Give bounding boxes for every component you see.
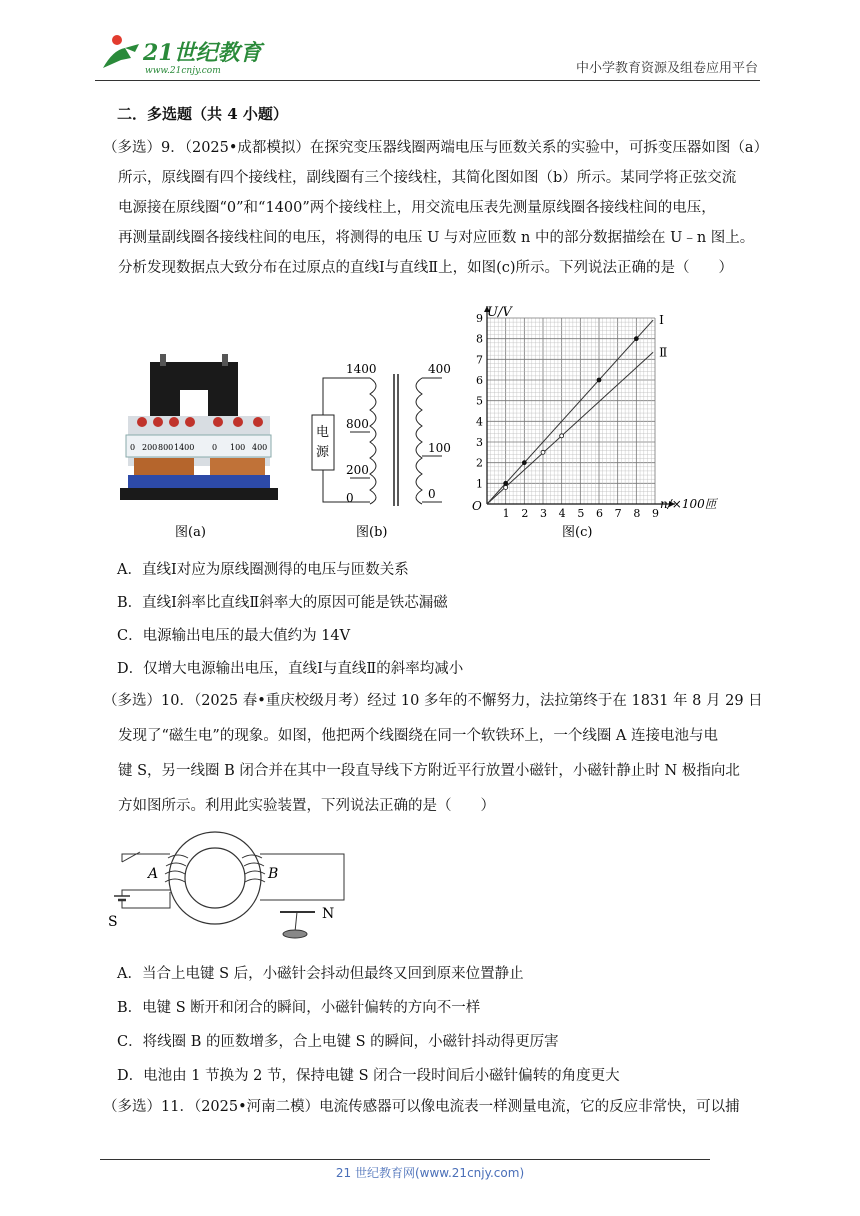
left-label: 0 bbox=[346, 491, 354, 505]
fig-a-caption: 图(a) bbox=[175, 525, 206, 540]
question-10 bbox=[103, 686, 763, 821]
coil-b-label: B bbox=[268, 866, 279, 882]
fig-a-label: 0 bbox=[130, 443, 136, 452]
question-line: 电源接在原线圈“0”和“1400”两个接线柱上，用交流电压表先测量原线圈各接线柱间的电压， bbox=[118, 200, 716, 216]
y-axis-label: U/V bbox=[487, 305, 512, 320]
y-tick-label: 7 bbox=[476, 353, 483, 367]
x-tick-label: 3 bbox=[540, 507, 547, 520]
option-c[interactable]: C．电源输出电压的最大值约为 14V bbox=[117, 628, 351, 644]
header-platform-text: 中小学教育资源及组卷应用平台 bbox=[575, 61, 758, 76]
option-a[interactable]: A．当合上电键 S 后，小磁针会抖动但最终又回到原来位置静止 bbox=[117, 966, 524, 982]
source-label-2: 源 bbox=[316, 445, 330, 460]
fig-a-label: 800 bbox=[158, 443, 174, 452]
logo-url: www.21cnjy.com bbox=[145, 66, 221, 76]
left-label: 200 bbox=[346, 463, 369, 477]
fig-a-label: 200 bbox=[142, 443, 158, 452]
x-tick-label: 4 bbox=[558, 507, 566, 520]
question-line: 发现了“磁生电”的现象。如图，他把两个线圈绕在同一个软铁环上，一个线圈 A 连接电池与电 bbox=[118, 728, 719, 744]
footer-rule bbox=[100, 1159, 710, 1160]
option-b[interactable]: B．直线Ⅰ斜率比直线Ⅱ斜率大的原因可能是铁芯漏磁 bbox=[117, 595, 448, 611]
question-line: （多选）10．（2025 春•重庆校级月考）经过 10 多年的不懈努力，法拉第终于在 1831 年 8 月 29 日 bbox=[103, 693, 763, 709]
option-b[interactable]: B．电键 S 断开和闭合的瞬间，小磁针偏转的方向不一样 bbox=[117, 1000, 481, 1016]
x-tick-label: 8 bbox=[633, 507, 641, 520]
right-label: 400 bbox=[428, 362, 451, 376]
left-label: 1400 bbox=[346, 362, 377, 376]
y-tick-label: 9 bbox=[476, 312, 483, 325]
x-tick-label: 6 bbox=[596, 507, 603, 520]
x-axis-label: n/×100匝 bbox=[660, 497, 717, 511]
question-line: （多选）11．（2025•河南二模）电流传感器可以像电流表一样测量电流，它的反应非常快，可以捕 bbox=[103, 1099, 740, 1115]
question-line: 分析发现数据点大致分布在过原点的直线Ⅰ与直线Ⅱ上，如图(c)所示。下列说法正确的是（ ） bbox=[118, 260, 734, 276]
x-tick-label: 5 bbox=[577, 507, 585, 520]
logo bbox=[95, 28, 265, 78]
y-tick-label: 4 bbox=[476, 415, 483, 429]
switch-s-label: S bbox=[108, 914, 118, 930]
data-point bbox=[560, 434, 564, 438]
question-line: 所示，原线圈有四个接线柱，副线圈有三个接线柱，其简化图如图（b）所示。某同学将正弦交流 bbox=[118, 170, 737, 186]
fig-a-label: 400 bbox=[252, 443, 268, 452]
question-line: 键 S，另一线圈 B 闭合并在其中一段直导线下方附近平行放置小磁针，小磁针静止时 N 极指向北 bbox=[118, 763, 740, 779]
chart-axes bbox=[484, 306, 675, 507]
x-tick-label: 9 bbox=[652, 507, 659, 520]
y-tick-label: 1 bbox=[476, 477, 483, 491]
fig-c-caption: 图(c) bbox=[562, 525, 593, 540]
question-line: 方如图所示。利用此实验装置，下列说法正确的是（ ） bbox=[118, 798, 495, 814]
y-tick-label: 5 bbox=[476, 394, 483, 408]
fig-b-caption: 图(b) bbox=[356, 525, 388, 540]
series-label: Ⅰ bbox=[659, 313, 664, 328]
figure-faraday-ring bbox=[100, 830, 360, 945]
left-label: 800 bbox=[346, 417, 369, 431]
page-header bbox=[95, 28, 760, 81]
option-d[interactable]: D．电池由 1 节换为 2 节，保持电键 S 闭合一段时间后小磁针偏转的角度更大 bbox=[117, 1068, 620, 1084]
y-tick-label: 8 bbox=[476, 332, 483, 346]
x-tick-label: 7 bbox=[614, 507, 622, 520]
y-tick-label: 6 bbox=[476, 374, 483, 387]
series-line-2 bbox=[487, 352, 653, 504]
right-label: 100 bbox=[428, 441, 451, 455]
series-label: Ⅱ bbox=[659, 345, 668, 360]
data-point bbox=[522, 461, 526, 465]
option-a[interactable]: A．直线Ⅰ对应为原线圈测得的电压与匝数关系 bbox=[117, 562, 409, 578]
y-tick-label: 3 bbox=[476, 436, 483, 449]
x-tick-label: 2 bbox=[521, 507, 529, 520]
section-title: 二．多选题（共 4 小题） bbox=[117, 105, 288, 123]
data-point bbox=[597, 378, 601, 382]
right-label: 0 bbox=[428, 487, 436, 501]
footer-text: 21 世纪教育网(www.21cnjy.com) bbox=[335, 1166, 525, 1180]
question-line: 再测量副线圈各接线柱间的电压，将测得的电压 U 与对应匝数 n 中的部分数据描绘在 U﹣n 图上。 bbox=[118, 230, 755, 246]
data-point bbox=[634, 337, 638, 341]
fig-a-label: 0 bbox=[212, 443, 218, 452]
x-tick-label: 1 bbox=[502, 507, 510, 520]
origin-label: O bbox=[472, 499, 482, 513]
needle-n-label: N bbox=[322, 906, 335, 922]
series-line-1 bbox=[487, 320, 653, 504]
coil-a-label: A bbox=[148, 866, 159, 882]
figure-c-chart bbox=[462, 300, 737, 544]
option-c[interactable]: C．将线圈 B 的匝数增多，合上电键 S 的瞬间，小磁针抖动得更厉害 bbox=[117, 1034, 559, 1050]
data-point bbox=[504, 481, 508, 485]
figure-b-schematic bbox=[310, 360, 460, 540]
source-label-1: 电 bbox=[316, 425, 330, 440]
figure-a-transformer bbox=[120, 350, 280, 540]
question-9 bbox=[103, 133, 768, 283]
fig-a-label: 1400 bbox=[174, 443, 195, 452]
data-point bbox=[541, 450, 545, 454]
y-tick-label: 2 bbox=[476, 456, 483, 470]
option-d[interactable]: D．仅增大电源输出电压，直线Ⅰ与直线Ⅱ的斜率均减小 bbox=[117, 661, 464, 677]
question-line: （多选）9．（2025•成都模拟）在探究变压器线圈两端电压与匝数关系的实验中，可拆变压器如图（a） bbox=[103, 140, 769, 156]
question-11 bbox=[103, 1092, 740, 1122]
data-point bbox=[504, 485, 508, 489]
logo-text: 21世纪教育 bbox=[143, 40, 262, 66]
fig-a-label: 100 bbox=[230, 443, 246, 452]
